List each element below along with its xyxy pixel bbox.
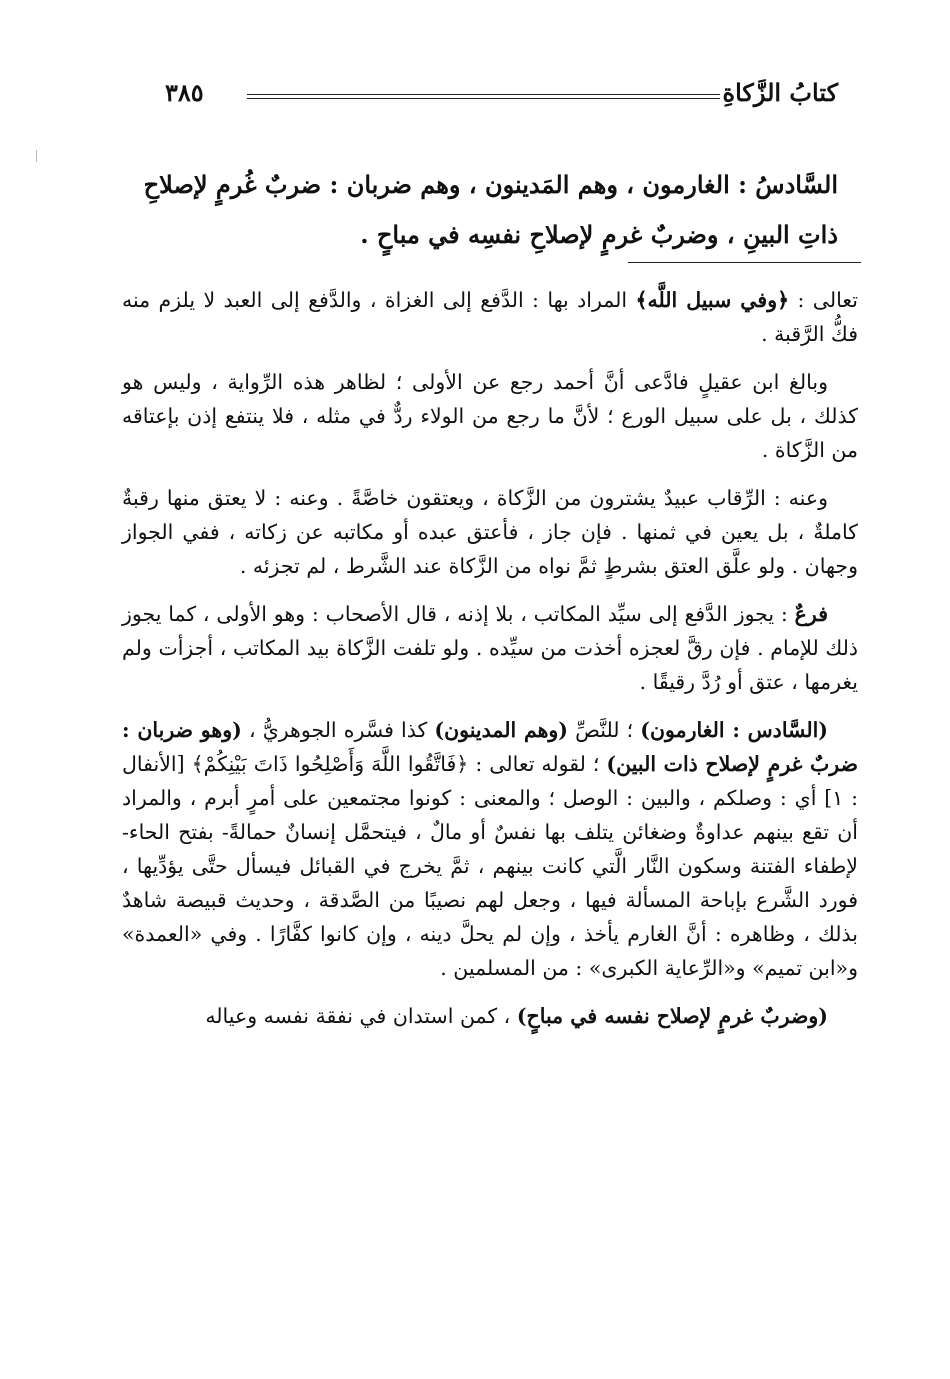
p5-matn-e: (وهو ضربان : ضربٌ غرمٍ لإصلاح ذات البين) (122, 718, 859, 776)
book-title: كتابُ الزَّكاةِ (722, 78, 838, 107)
paragraph-3: وعنه : الرِّقاب عبيدٌ يشترون من الزَّكاة ، ويعتقون خاصَّةً . وعنه : لا يعتق منها رقبةٌ كاملةٌ ، بل يعين في ثمنها . فإن جاز ، فأعتق عبده أو مكاتبه عن زكاته ، ففي الجواز وجهان . ولو علَّق العتق بشرطٍ ثمَّ نواه من الزَّكاة عند الشَّرط ، لم تجزئه . (122, 486, 858, 578)
paragraph-5 (122, 713, 858, 985)
paragraph-4 (122, 597, 858, 699)
p6-matn: (وضربٌ غرمٍ لإصلاح نفسه في مباحٍ) (516, 1004, 828, 1028)
p5-text-d: كذا فسَّره الجوهريُّ ، (241, 718, 435, 742)
header-rule (247, 94, 720, 99)
p1-text-c: المراد بها : الدَّفع إلى الغزاة ، والدَّفع إلى العبد لا يلزم منه فكُّ الرَّقبة . (122, 288, 858, 346)
p1-quran: ﴿وفي سبيل اللَّه﴾ (635, 288, 790, 312)
margin-mark (36, 150, 37, 162)
p5-text-h: [الأنفال : ١] أي : وصلكم ، والبين : الوصل ؛ والمعنى : كونوا مجتمعين على أمرٍ أبرم ، والمراد أن تقع بينهم عداوةٌ وضغائن يتلف بها نفسٌ أو مالٌ ، فيتحمَّل إنسانٌ حمالةً- بفتح الحاء- لإطفاء الفتنة وسكون النَّار الَّتي كانت بينهم ، ثمَّ يخرج في القبائل فيسأل حتَّى يؤدِّيها ، فورد الشَّرع بإباحة المسألة فيها ، وجعل لهم نصيبًا من الصَّدقة ، وحديث قبيصة شاهدٌ بذلك ، وظاهره : أنَّ الغارم يأخذ ، وإن لم يحلَّ دينه ، وإن كانوا كفَّارًا . وفي «العمدة» و«ابن تميم» و«الرِّعاية الكبرى» : من المسلمين . (122, 752, 858, 980)
p5-quran: ﴿فَاتَّقُوا اللَّهَ وَأَصْلِحُوا ذَاتَ بَيْنِكُمْ﴾ (191, 752, 469, 776)
paragraph-6 (122, 999, 858, 1033)
matn-text (115, 160, 838, 260)
paragraph-1 (122, 283, 858, 351)
paragraph-2: وبالغ ابن عقيلٍ فادَّعى أنَّ أحمد رجع عن الأولى ؛ لظاهر هذه الرِّواية ، وليس هو كذلك ، بل على سبيل الورع ؛ لأنَّ ما رجع من الولاء ردٌّ في مثله ، فلا ينتفع إذن بإعتاقه من الزَّكاة . (122, 370, 858, 462)
p5-matn-a: (السَّادس : الغارمون) (640, 718, 828, 742)
matn-separator (628, 262, 861, 263)
p4-text: : يجوز الدَّفع إلى سيِّد المكاتب ، بلا إذنه ، قال الأصحاب : وهو الأولى ، كما يجوز ذلك للإمام . فإن رقَّ لعجزه أخذت من سيِّده . ولو تلفت الزَّكاة بيد المكاتب ، أجزأت ولم يغرمها ، عتق أو رُدَّ رقيقًا . (122, 602, 858, 694)
commentary (122, 283, 858, 1047)
p5-text-b: ؛ للنَّصِّ (568, 718, 641, 742)
p5-text-f: ؛ لقوله تعالى : (468, 752, 607, 776)
p6-text: ، كمن استدان في نفقة نفسه وعياله (205, 1004, 517, 1028)
p5-matn-c: (وهم المدينون) (434, 718, 569, 742)
matn-line-1: السَّادسُ : الغارمون ، وهم المَدينون ، وهم ضربان : ضربٌ غُرمٍ لإصلاحِ (143, 170, 838, 199)
page-number: ٣٨٥ (165, 78, 204, 107)
p4-far: فرعٌ (794, 602, 828, 626)
p1-text-a: تعالى : (789, 288, 858, 312)
running-header (165, 78, 838, 118)
matn-line-2: ذاتِ البينِ ، وضربٌ غرمٍ لإصلاحِ نفسِه في مباحٍ . (360, 220, 838, 249)
